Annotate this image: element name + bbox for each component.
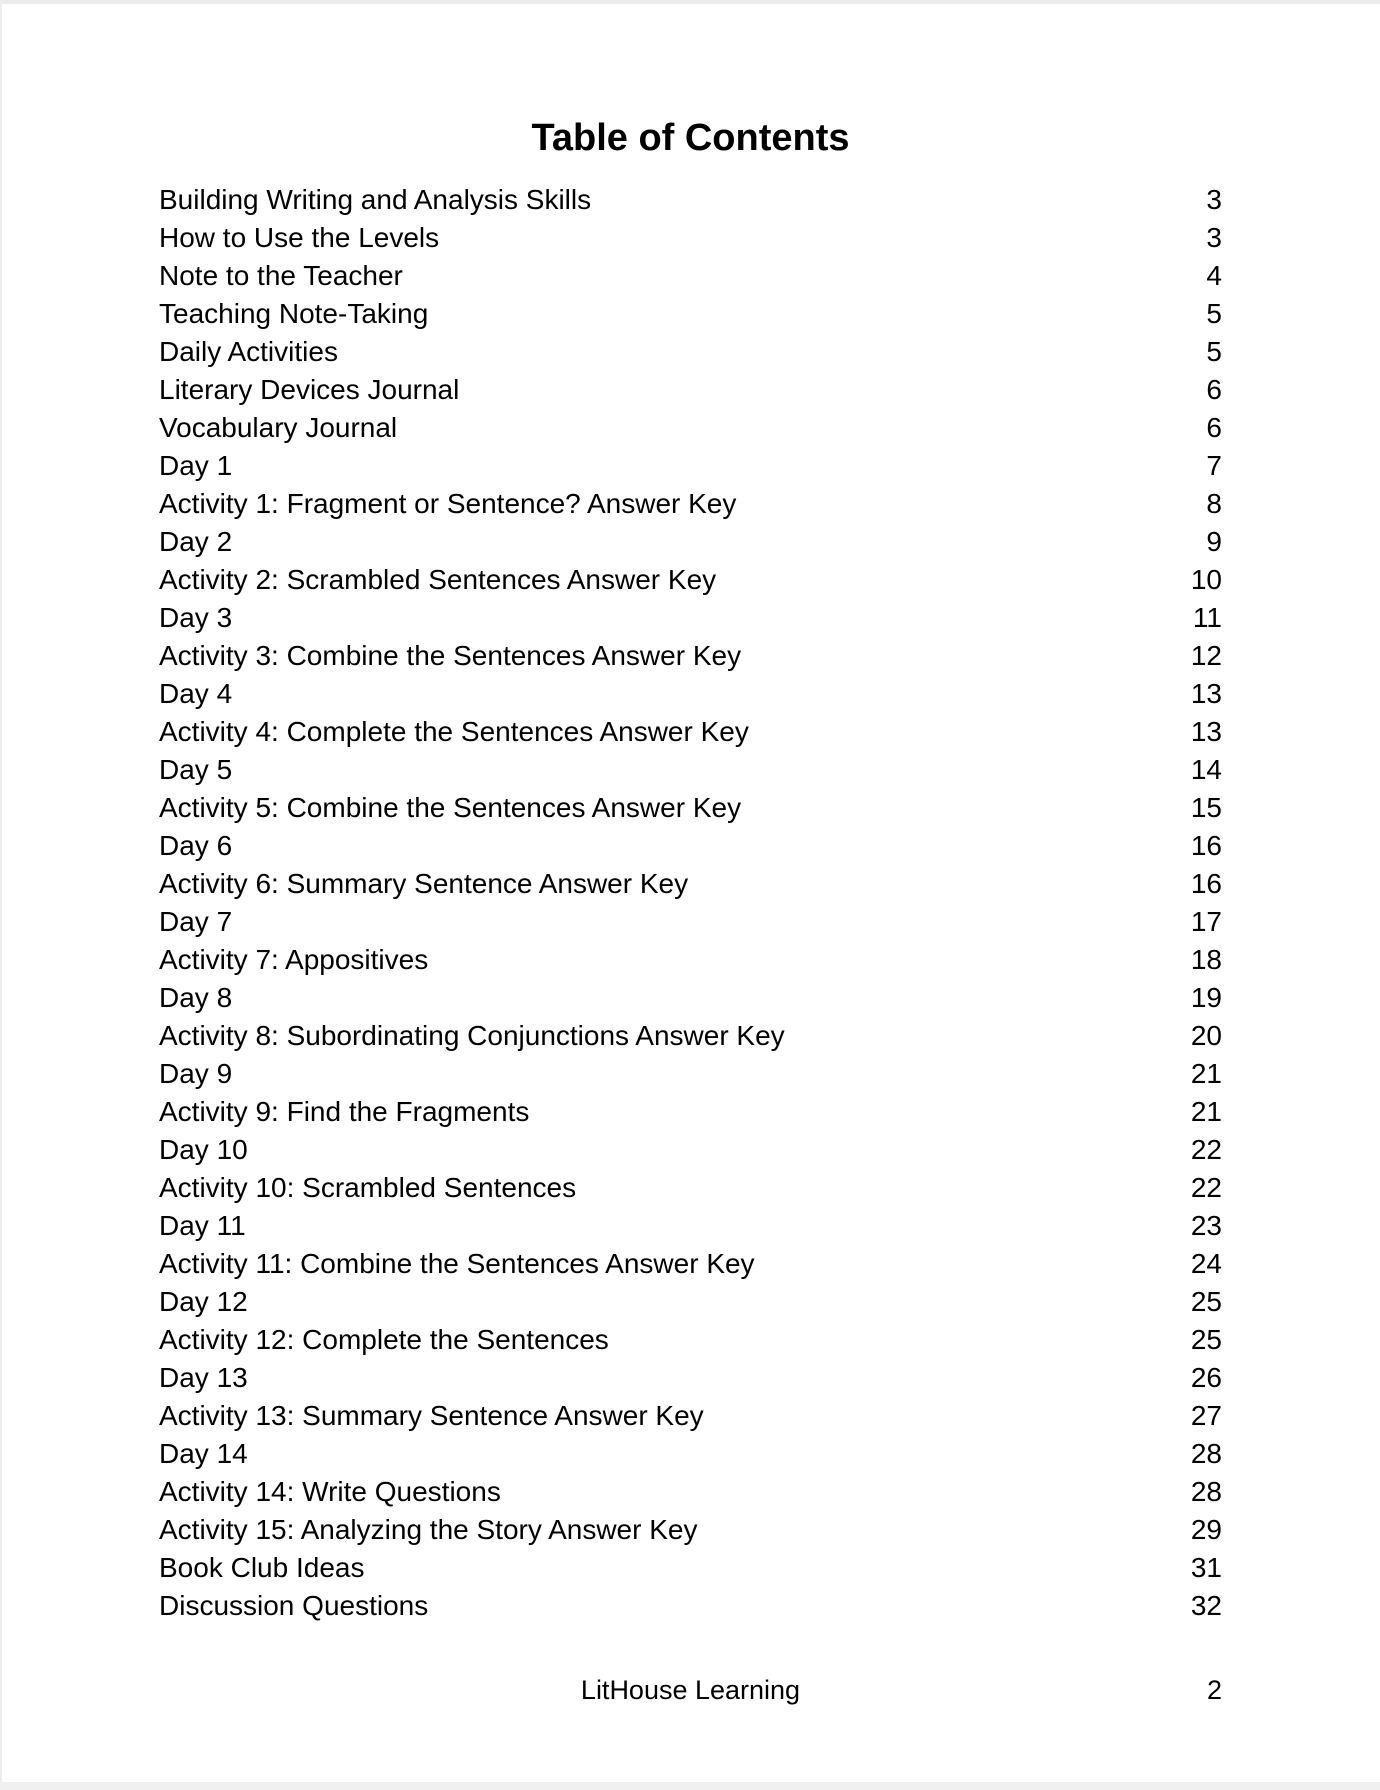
toc-entry-page: 5 [1206, 298, 1222, 329]
toc-entry-label: Activity 11: Combine the Sentences Answer Key [159, 1248, 755, 1279]
toc-entry [159, 1207, 1222, 1245]
toc-entry [159, 713, 1222, 751]
toc-entry [159, 1587, 1222, 1625]
toc-entry-label: Activity 4: Complete the Sentences Answer Key [159, 716, 749, 747]
toc-entry [159, 1511, 1222, 1549]
toc-entry [159, 257, 1222, 295]
toc-entry-page: 31 [1190, 1552, 1222, 1583]
toc-entry-page: 17 [1190, 906, 1222, 937]
toc-entry-page: 32 [1190, 1590, 1222, 1621]
toc-entry-label: How to Use the Levels [159, 222, 440, 253]
toc-entry-page: 9 [1206, 526, 1222, 557]
toc-entry [159, 903, 1222, 941]
toc-entry-label: Activity 13: Summary Sentence Answer Key [159, 1400, 704, 1431]
toc-entry-page: 3 [1206, 184, 1222, 215]
toc-entry [159, 181, 1222, 219]
toc-entry-page: 4 [1206, 260, 1222, 291]
toc-entry-label: Day 2 [159, 526, 233, 557]
toc-entry [159, 599, 1222, 637]
toc-entry-page: 27 [1190, 1400, 1222, 1431]
toc-entry [159, 1055, 1222, 1093]
toc-entry-label: Activity 3: Combine the Sentences Answer Key [159, 640, 742, 671]
toc-entry [159, 865, 1222, 903]
toc-entry [159, 637, 1222, 675]
toc-entry [159, 1017, 1222, 1055]
page-title: Table of Contents [531, 117, 850, 159]
toc-entry-page: 23 [1190, 1210, 1222, 1241]
toc-entry-page: 19 [1190, 982, 1222, 1013]
toc-entry-label: Book Club Ideas [159, 1552, 365, 1583]
toc-entry-page: 28 [1190, 1476, 1222, 1507]
toc-entry-label: Note to the Teacher [159, 260, 403, 291]
toc-entry-label: Day 14 [159, 1438, 248, 1469]
toc-entry-label: Activity 12: Complete the Sentences [159, 1324, 609, 1355]
toc-entry [159, 751, 1222, 789]
toc-entry [159, 1321, 1222, 1359]
toc-entry-page: 18 [1190, 944, 1222, 975]
toc-entry-page: 21 [1190, 1058, 1222, 1089]
toc-entry-page: 5 [1206, 336, 1222, 367]
toc-entry-page: 13 [1190, 716, 1222, 747]
page-edge-left [0, 0, 2, 1790]
toc-entry [159, 1245, 1222, 1283]
toc-entry-page: 22 [1190, 1172, 1222, 1203]
page-edge-bottom [0, 1782, 1380, 1790]
toc-entry-label: Teaching Note-Taking [159, 298, 429, 329]
toc-entry [159, 295, 1222, 333]
toc-entry-page: 13 [1190, 678, 1222, 709]
toc-entry-page: 6 [1206, 412, 1222, 443]
toc-entry-page: 25 [1190, 1286, 1222, 1317]
toc-entry-page: 3 [1206, 222, 1222, 253]
toc-entry-page: 14 [1190, 754, 1222, 785]
toc-entry-label: Activity 9: Find the Fragments [159, 1096, 530, 1127]
toc-entry-label: Day 8 [159, 982, 233, 1013]
toc-entry-page: 28 [1190, 1438, 1222, 1469]
toc-entry [159, 675, 1222, 713]
toc-entry-page: 16 [1190, 830, 1222, 861]
toc-entry [159, 447, 1222, 485]
toc-entry-page: 24 [1190, 1248, 1222, 1279]
toc-entry [159, 371, 1222, 409]
toc-entry-page: 7 [1206, 450, 1222, 481]
toc-entry [159, 1397, 1222, 1435]
toc-entry-label: Discussion Questions [159, 1590, 429, 1621]
toc-entry [159, 1549, 1222, 1587]
toc-entry-label: Day 6 [159, 830, 233, 861]
toc-entry-label: Day 11 [159, 1210, 246, 1241]
toc-entry-page: 12 [1190, 640, 1222, 671]
toc-entry [159, 485, 1222, 523]
toc-entry-page: 6 [1206, 374, 1222, 405]
toc-entry-label: Activity 6: Summary Sentence Answer Key [159, 868, 689, 899]
toc-entry-label: Day 7 [159, 906, 233, 937]
toc-entry-label: Daily Activities [159, 336, 338, 367]
toc-entry-label: Activity 7: Appositives [159, 944, 429, 975]
footer-brand: LitHouse Learning [580, 1675, 801, 1705]
toc-entry-page: 11 [1192, 602, 1222, 633]
toc-entry-page: 16 [1190, 868, 1222, 899]
toc-entry-page: 25 [1190, 1324, 1222, 1355]
toc-entry-page: 20 [1190, 1020, 1222, 1051]
toc-entry-label: Activity 15: Analyzing the Story Answer Key [159, 1514, 698, 1545]
toc-entry-label: Day 13 [159, 1362, 248, 1393]
toc-entry [159, 409, 1222, 447]
toc-entry [159, 1473, 1222, 1511]
toc-entry [159, 523, 1222, 561]
toc-entry [159, 1131, 1222, 1169]
page-footer [159, 1674, 1222, 1706]
toc-entry [159, 827, 1222, 865]
toc-entry-page: 15 [1190, 792, 1222, 823]
toc-entry [159, 1093, 1222, 1131]
toc-entry [159, 789, 1222, 827]
toc-entry-label: Day 1 [159, 450, 233, 481]
toc-entry [159, 1169, 1222, 1207]
toc-entry [159, 1283, 1222, 1321]
footer-page-number: 2 [1206, 1675, 1222, 1705]
toc-entry-page: 22 [1190, 1134, 1222, 1165]
toc-entry [159, 561, 1222, 599]
toc-entry-label: Vocabulary Journal [159, 412, 398, 443]
toc-entry [159, 333, 1222, 371]
toc-entry [159, 1359, 1222, 1397]
toc-entry-label: Day 4 [159, 678, 233, 709]
toc-entry-label: Activity 1: Fragment or Sentence? Answer Key [159, 488, 737, 519]
page-edge-top [0, 0, 1380, 4]
toc-list [159, 181, 1222, 1625]
toc-entry [159, 1435, 1222, 1473]
toc-entry-label: Day 3 [159, 602, 233, 633]
toc-entry-page: 8 [1206, 488, 1222, 519]
toc-entry-label: Day 10 [159, 1134, 248, 1165]
toc-entry [159, 941, 1222, 979]
toc-entry-label: Activity 10: Scrambled Sentences [159, 1172, 577, 1203]
toc-entry-label: Day 9 [159, 1058, 233, 1089]
toc-entry-label: Day 12 [159, 1286, 248, 1317]
toc-entry-label: Activity 2: Scrambled Sentences Answer Key [159, 564, 717, 595]
toc-entry [159, 219, 1222, 257]
toc-entry-page: 29 [1190, 1514, 1222, 1545]
toc-entry-page: 26 [1190, 1362, 1222, 1393]
toc-entry-label: Activity 5: Combine the Sentences Answer Key [159, 792, 742, 823]
toc-entry-label: Day 5 [159, 754, 233, 785]
toc-entry [159, 979, 1222, 1017]
toc-entry-label: Building Writing and Analysis Skills [159, 184, 592, 215]
toc-entry-label: Activity 8: Subordinating Conjunctions Answer Key [159, 1020, 785, 1051]
toc-entry-page: 21 [1190, 1096, 1222, 1127]
toc-entry-label: Activity 14: Write Questions [159, 1476, 501, 1507]
toc-entry-label: Literary Devices Journal [159, 374, 460, 405]
toc-entry-page: 10 [1190, 564, 1222, 595]
